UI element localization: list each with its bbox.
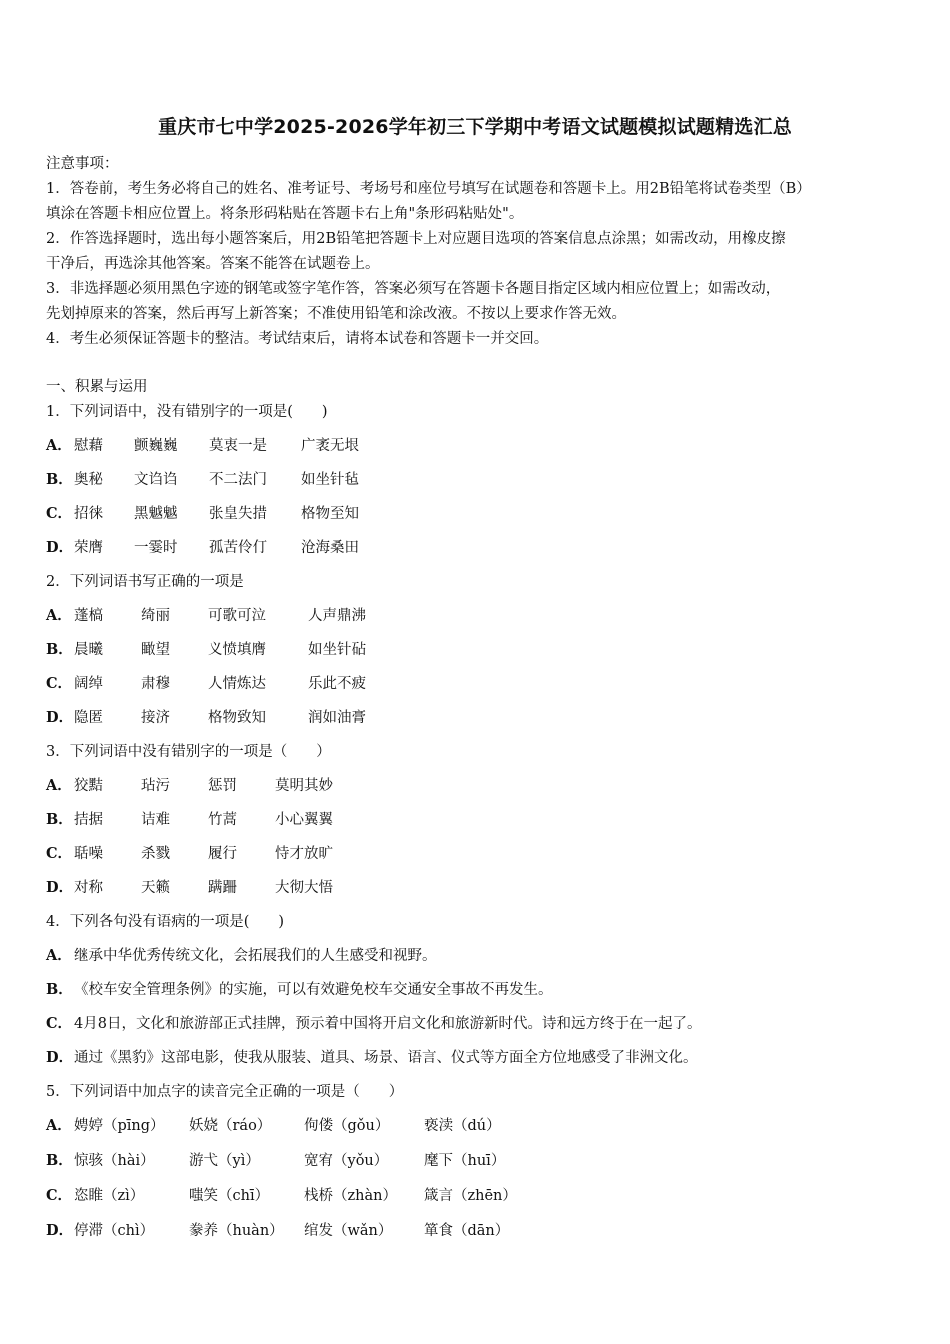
option-word: 隐匿 (74, 710, 103, 726)
question-5-option-a (46, 1114, 501, 1135)
notice-line: 1．答卷前，考生务必将自己的姓名、准考证号、考场号和座位号填写在试题卷和答题卡上。用2B铅笔将试卷类型（B） (46, 181, 811, 197)
section-heading: 一、积累与运用 (46, 379, 148, 395)
notice-block (46, 152, 908, 352)
option-word: 蓬槁 (74, 608, 103, 624)
question-3-option-a (46, 774, 333, 795)
option-letter: D． (46, 709, 74, 726)
option-word: 瞰望 (141, 642, 170, 658)
option-word: 晨曦 (74, 642, 103, 658)
option-word: 阔绰 (74, 676, 103, 692)
option-letter: D． (46, 1222, 74, 1239)
option-word: 栈桥（zhàn） (304, 1188, 397, 1204)
option-word: 游弋（yì） (189, 1153, 260, 1169)
option-word: 玷污 (141, 778, 170, 794)
notice-heading: 注意事项： (46, 156, 119, 172)
option-word: 麾下（huī） (424, 1153, 506, 1169)
notice-line: 4．考生必须保证答题卡的整洁。考试结束后，请将本试卷和答题卡一并交回。 (46, 331, 549, 347)
option-word: 莫衷一是 (209, 438, 267, 454)
notice-line: 先划掉原来的答案，然后再写上新答案；不准使用铅笔和涂改液。不按以上要求作答无效。 (46, 306, 626, 322)
option-letter: D． (46, 1049, 74, 1066)
option-word: 拮据 (74, 812, 103, 828)
option-word: 奥秘 (74, 472, 103, 488)
option-word: 停滞（chì） (74, 1223, 155, 1239)
option-letter: C． (46, 845, 73, 862)
option-word: 不二法门 (209, 472, 267, 488)
option-word: 颤巍巍 (134, 438, 178, 454)
question-4-option-c (46, 1012, 701, 1033)
option-letter: C． (46, 1015, 73, 1032)
question-3-option-d (46, 876, 333, 897)
option-word: 嗤笑（chī） (189, 1188, 270, 1204)
question-5-stem: 5．下列词语中加点字的读音完全正确的一项是（ ） (46, 1084, 404, 1100)
option-letter: C． (46, 505, 73, 522)
option-letter: B． (46, 471, 73, 488)
option-letter: B． (46, 1152, 73, 1169)
option-word: 格物至知 (301, 506, 359, 522)
option-word: 人声鼎沸 (308, 608, 366, 624)
option-word: 妖娆（ráo） (189, 1118, 272, 1134)
option-word: 沧海桑田 (301, 540, 359, 556)
option-word: 人情炼达 (208, 676, 266, 692)
option-letter: B． (46, 811, 73, 828)
option-letter: B． (46, 981, 73, 998)
option-letter: D． (46, 879, 74, 896)
option-letter: D． (46, 539, 74, 556)
option-word: 可歌可泣 (208, 608, 266, 624)
question-2-option-b (46, 638, 366, 659)
option-text: 4月8日，文化和旅游部正式挂牌，预示着中国将开启文化和旅游新时代。诗和远方终于在一起了。 (74, 1016, 702, 1032)
question-5-option-c (46, 1184, 517, 1205)
option-word: 文诌诌 (134, 472, 178, 488)
option-word: 宽宥（yǒu） (304, 1153, 389, 1169)
option-word: 亵渎（dú） (424, 1118, 501, 1134)
question-1-option-c (46, 502, 359, 523)
option-word: 狡黠 (74, 778, 103, 794)
option-letter: A． (46, 607, 72, 624)
option-word: 对称 (74, 880, 103, 896)
option-word: 如坐针毡 (301, 472, 359, 488)
page-title: 重庆市七中学2025-2026学年初三下学期中考语文试题模拟试题精选汇总 (158, 116, 792, 138)
option-word: 恃才放旷 (275, 846, 333, 862)
question-2-stem: 2．下列词语书写正确的一项是 (46, 574, 244, 590)
question-3-option-b (46, 808, 333, 829)
option-word: 润如油膏 (308, 710, 366, 726)
option-word: 黑魆魆 (134, 506, 178, 522)
option-word: 招徕 (74, 506, 103, 522)
option-word: 聒噪 (74, 846, 103, 862)
option-word: 惩罚 (208, 778, 237, 794)
option-word: 娉婷（pīng） (74, 1118, 165, 1134)
option-word: 荣膺 (74, 540, 103, 556)
option-word: 一霎时 (134, 540, 178, 556)
option-text: 《校车安全管理条例》的实施，可以有效避免校车交通安全事故不再发生。 (74, 982, 553, 998)
option-text: 继承中华优秀传统文化，会拓展我们的人生感受和视野。 (74, 948, 437, 964)
option-word: 大彻大悟 (275, 880, 333, 896)
option-word: 如坐针砧 (308, 642, 366, 658)
question-3-option-c (46, 842, 333, 863)
notice-line: 填涂在答题卡相应位置上。将条形码粘贴在答题卡右上角"条形码粘贴处"。 (46, 206, 524, 222)
option-word: 诘难 (141, 812, 170, 828)
option-word: 恣睢（zì） (74, 1188, 145, 1204)
notice-line: 干净后，再选涂其他答案。答案不能答在试题卷上。 (46, 256, 380, 272)
option-word: 广袤无垠 (301, 438, 359, 454)
option-word: 竹蒿 (208, 812, 237, 828)
option-word: 格物致知 (208, 710, 266, 726)
option-letter: C． (46, 1187, 73, 1204)
option-word: 慰藉 (74, 438, 103, 454)
option-text: 通过《黑豹》这部电影，使我从服装、道具、场景、语言、仪式等方面全方位地感受了非洲文化。 (74, 1050, 698, 1066)
option-word: 履行 (208, 846, 237, 862)
question-2-option-c (46, 672, 366, 693)
option-word: 接济 (141, 710, 170, 726)
question-5-option-d (46, 1219, 509, 1240)
question-2-option-d (46, 706, 366, 727)
question-4-option-a (46, 944, 437, 965)
option-letter: A． (46, 947, 72, 964)
option-letter: C． (46, 675, 73, 692)
notice-line: 3．非选择题必须用黑色字迹的钢笔或签字笔作答，答案必须写在答题卡各题目指定区域内相应位置上；如需改动， (46, 281, 781, 297)
option-letter: A． (46, 437, 72, 454)
option-letter: B． (46, 641, 73, 658)
question-1-stem: 1．下列词语中，没有错别字的一项是( ) (46, 404, 328, 420)
option-word: 莫明其妙 (275, 778, 333, 794)
option-word: 箴言（zhēn） (424, 1188, 517, 1204)
option-word: 肃穆 (141, 676, 170, 692)
question-1-option-d (46, 536, 359, 557)
option-word: 杀戮 (141, 846, 170, 862)
question-4-option-d (46, 1046, 698, 1067)
option-word: 乐此不疲 (308, 676, 366, 692)
option-word: 箪食（dān） (424, 1223, 510, 1239)
question-1-option-b (46, 468, 359, 489)
option-word: 绾发（wǎn） (304, 1223, 393, 1239)
option-word: 蹒跚 (208, 880, 237, 896)
question-5-option-b (46, 1149, 505, 1170)
option-word: 绮丽 (141, 608, 170, 624)
option-letter: A． (46, 1117, 72, 1134)
question-4-stem: 4．下列各句没有语病的一项是( ) (46, 914, 285, 930)
option-word: 孤苦伶仃 (209, 540, 267, 556)
option-word: 张皇失措 (209, 506, 267, 522)
option-word: 豢养（huàn） (189, 1223, 284, 1239)
option-word: 天籁 (141, 880, 170, 896)
option-word: 小心翼翼 (275, 812, 333, 828)
option-word: 义愤填膺 (208, 642, 266, 658)
question-4-option-b (46, 978, 553, 999)
notice-line: 2．作答选择题时，选出每小题答案后，用2B铅笔把答题卡上对应题目选项的答案信息点涂黑；如需改动，用橡皮擦 (46, 231, 786, 247)
question-2-option-a (46, 604, 366, 625)
option-letter: A． (46, 777, 72, 794)
option-word: 惊骇（hài） (74, 1153, 155, 1169)
question-3-stem: 3．下列词语中没有错别字的一项是（ ） (46, 744, 331, 760)
question-1-option-a (46, 434, 359, 455)
option-word: 佝偻（gǒu） (304, 1118, 390, 1134)
